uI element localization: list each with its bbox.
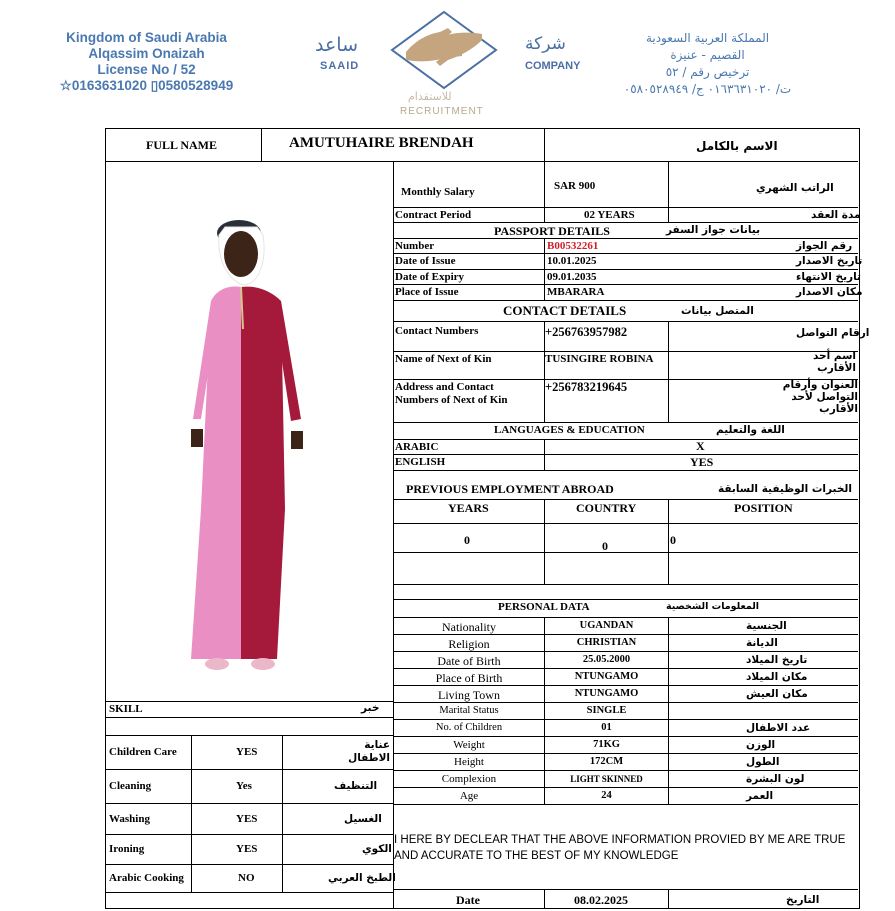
skill-label: Cleaning (109, 780, 152, 792)
header-ar-line-1: المملكة العربية السعودية (645, 31, 770, 45)
skill-label-ar: التنظيف (334, 780, 378, 792)
candidate-photo (181, 209, 341, 679)
skill-label-ar: عناية الاطفال (348, 739, 390, 764)
english-value: YES (690, 455, 714, 469)
skill-value: YES (236, 746, 258, 758)
employment-title: PREVIOUS EMPLOYMENT ABROAD (406, 482, 614, 496)
personal-value: 25.05.2000 (582, 654, 631, 665)
arabic-label: ARABIC (395, 441, 439, 453)
employment-position-value: 0 (670, 533, 676, 547)
passport-issue-label: Date of Issue (395, 255, 456, 267)
contract-label: Contract Period (395, 209, 472, 221)
next-of-kin-value: TUSINGIRE ROBINA (545, 353, 654, 365)
personal-label-ar: الطول (746, 756, 780, 768)
skill-label-ar: الطبخ العربي (328, 872, 396, 884)
personal-title: PERSONAL DATA (498, 601, 590, 613)
cv-form (105, 128, 870, 909)
header-ar-line-2: القصيم - عنيزة (670, 48, 745, 62)
header-phones: ☆0163631020 ▯0580528949 (59, 78, 234, 93)
skill-title: SKILL (109, 703, 143, 715)
personal-label: Complexion (441, 773, 497, 785)
agency-info-arabic (600, 30, 815, 98)
personal-value: 172CM (589, 756, 624, 767)
employment-header-country: COUNTRY (576, 501, 637, 515)
skill-label: Washing (109, 813, 150, 825)
personal-label: Date of Birth (437, 654, 501, 668)
declaration-text: I HERE BY DECLEAR THAT THE ABOVE INFORMATION PROVIED BY ME ARE TRUE AND ACCURATE TO THE BEST OF MY KNOWLEDGE (394, 834, 846, 862)
personal-value: NTUNGAMO (574, 688, 639, 699)
fullname-label: FULL NAME (146, 138, 218, 152)
contract-label-ar: مدة العقد (811, 209, 861, 221)
logo-arabic-left: ساعد (315, 34, 359, 56)
personal-label: Age (459, 790, 479, 802)
passport-place-label-ar: مكان الاصدار (796, 286, 863, 298)
passport-title-ar: بيانات جواز السفر (666, 224, 761, 236)
personal-value: 01 (601, 722, 612, 733)
skill-value: NO (238, 872, 255, 884)
personal-value: 71KG (593, 739, 620, 750)
date-label-ar: التاريخ (786, 894, 820, 906)
passport-expiry-label: Date of Expiry (395, 271, 465, 283)
passport-issue-label-ar: تاريخ الاصدار (796, 255, 863, 267)
passport-expiry-label-ar: تاريخ الانتهاء (796, 271, 861, 283)
header-ar-line-3: ترخيص رقم / ٥٢ (665, 65, 750, 79)
personal-label: Marital Status (439, 705, 499, 716)
salary-label: Monthly Salary (401, 186, 475, 198)
personal-label: Nationality (442, 620, 496, 634)
personal-label: Religion (448, 637, 490, 651)
skill-label-ar: الكوي (362, 843, 392, 855)
personal-value: NTUNGAMO (574, 671, 639, 682)
personal-label-ar: الديانة (746, 637, 778, 649)
personal-label-ar: تاريخ الميلاد (746, 654, 808, 666)
personal-title-ar: المعلومات الشخصية (666, 601, 760, 612)
personal-value: SINGLE (586, 705, 627, 716)
personal-value: CHRISTIAN (576, 637, 637, 648)
contact-title-ar: المتصل بيانات (681, 305, 754, 317)
employment-header-years: YEARS (448, 501, 489, 515)
agency-info-english (14, 30, 279, 94)
personal-label-ar: عدد الاطفال (746, 722, 811, 734)
passport-number-label: Number (395, 240, 435, 252)
passport-place-value: MBARARA (547, 286, 605, 298)
contract-value: 02 YEARS (584, 209, 635, 221)
skill-value: YES (236, 843, 258, 855)
personal-value: 24 (601, 790, 612, 801)
personal-label: Living Town (438, 688, 500, 702)
fullname-value: AMUTUHAIRE BRENDAH (289, 135, 474, 151)
personal-label: Place of Birth (435, 671, 503, 685)
personal-label: No. of Children (435, 722, 503, 733)
passport-issue-value: 10.01.2025 (547, 255, 597, 267)
skill-label: Ironing (109, 843, 145, 855)
skill-title-ar: خبر (361, 702, 380, 714)
agency-logo (300, 10, 590, 125)
header-line-2: Alqassim Onaizah (88, 46, 205, 61)
header-line-3: License No / 52 (97, 62, 196, 77)
personal-label-ar: الوزن (746, 739, 776, 751)
personal-label: Height (454, 756, 484, 768)
contact-title: CONTACT DETAILS (503, 303, 627, 318)
english-label: ENGLISH (395, 456, 446, 468)
contact-numbers-label: Contact Numbers (395, 325, 479, 337)
logo-subtitle-english: RECRUITMENT (400, 106, 484, 117)
personal-label-ar: مكان الميلاد (746, 671, 808, 683)
date-value: 08.02.2025 (574, 893, 628, 907)
salary-value: SAR 900 (554, 180, 596, 192)
skill-value: Yes (236, 780, 252, 792)
logo-subtitle-arabic: للاستقدام (408, 90, 452, 103)
contact-numbers-label-ar: ارقام التواصل (796, 327, 870, 339)
next-of-kin-label: Name of Next of Kin (395, 353, 492, 365)
handshake-logo-icon (388, 10, 500, 90)
personal-label-ar: العمر (746, 790, 774, 802)
next-of-kin-label-ar: اسم أحد الأقارب (812, 350, 856, 374)
personal-label-ar: لون البشرة (746, 773, 805, 785)
languages-title: LANGUAGES & EDUCATION (494, 424, 645, 436)
employment-years-value: 0 (464, 533, 470, 547)
passport-expiry-value: 09.01.2035 (547, 271, 597, 283)
skill-value: YES (236, 813, 258, 825)
passport-place-label: Place of Issue (395, 286, 459, 298)
employment-title-ar: الخبرات الوظيفية السابقة (718, 483, 852, 495)
date-label: Date (456, 893, 480, 907)
employment-country-value: 0 (602, 539, 608, 553)
logo-english-right: COMPANY (525, 60, 581, 72)
passport-number-label-ar: رقم الجواز (796, 240, 853, 252)
kin-address-label: Address and Contact Numbers of Next of Kin (395, 381, 508, 406)
passport-title: PASSPORT DETAILS (494, 224, 610, 238)
skill-label-ar: الغسيل (344, 813, 382, 825)
personal-label-ar: الجنسية (746, 620, 787, 632)
header-ar-line-4: ت/ ٠١٦٣٦٣١٠٢٠ ج/ ٠٥٨٠٥٢٨٩٤٩ (623, 82, 792, 96)
arabic-value: X (696, 439, 705, 453)
passport-number-value: B00532261 (547, 240, 599, 252)
personal-value: UGANDAN (579, 620, 634, 631)
personal-value: LIGHT SKINNED (570, 774, 643, 784)
kin-address-value: +256783219645 (545, 380, 628, 394)
skill-label: Arabic Cooking (109, 872, 184, 884)
personal-label: Weight (453, 739, 485, 751)
logo-arabic-right: شركة (525, 34, 566, 54)
fullname-label-ar: الاسم بالكامل (696, 139, 778, 153)
header-line-1: Kingdom of Saudi Arabia (66, 30, 227, 45)
personal-label-ar: مكان العيش (746, 688, 808, 700)
skill-label: Children Care (109, 746, 177, 758)
employment-header-position: POSITION (734, 501, 793, 515)
contact-numbers-value: +256763957982 (545, 325, 628, 339)
languages-title-ar: اللغة والتعليم (716, 424, 785, 436)
salary-label-ar: الراتب الشهري (756, 182, 834, 194)
kin-address-label-ar: العنوان وأرقام التواصل لأحد الأقارب (782, 379, 858, 415)
logo-english-left: SAAID (320, 60, 360, 72)
